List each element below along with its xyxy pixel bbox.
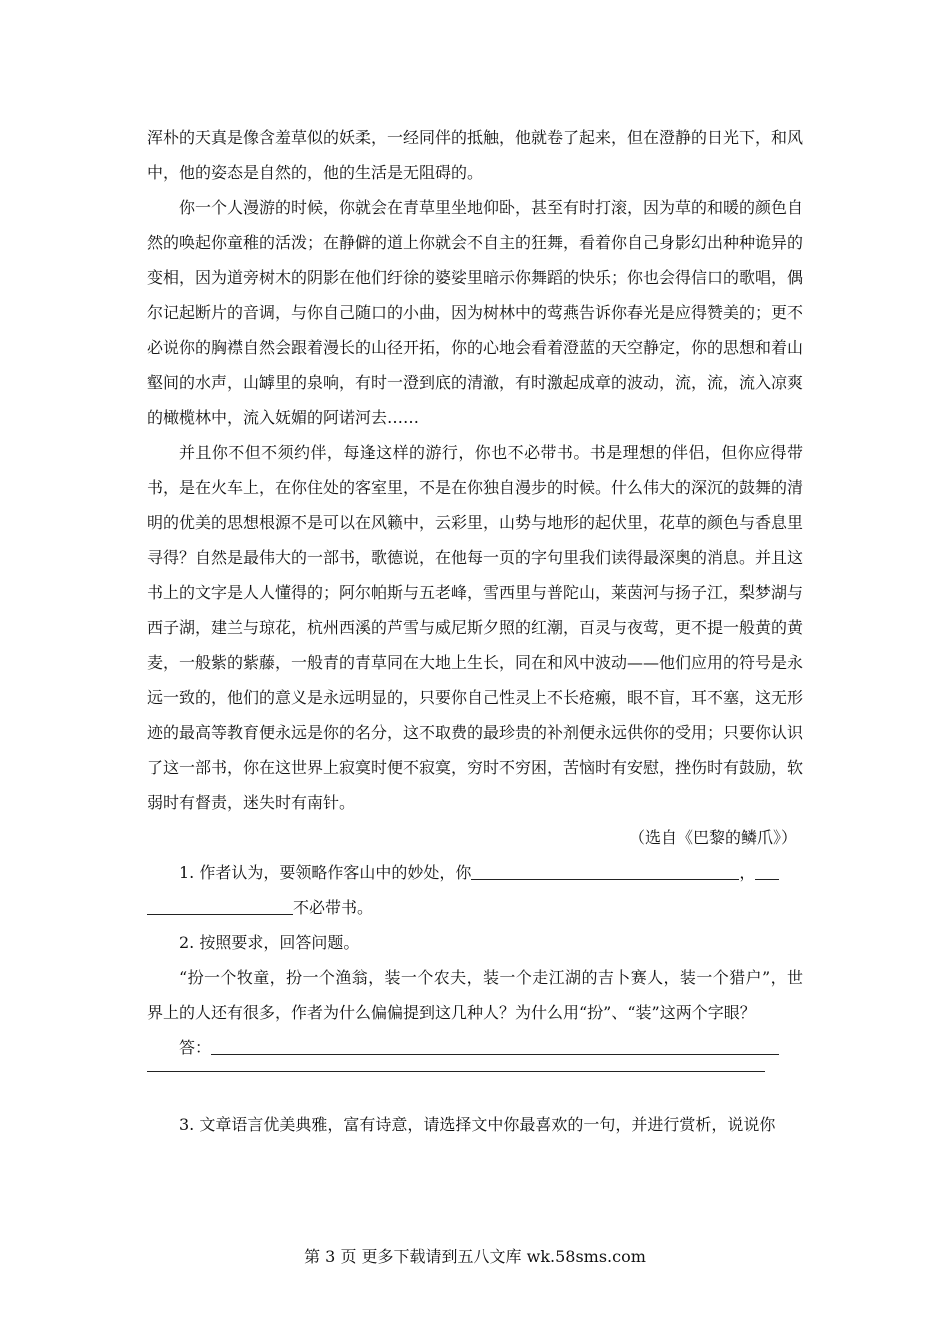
question-3-text: 3. 文章语言优美典雅，富有诗意，请选择文中你最喜欢的一句，并进行赏析，说说你 bbox=[179, 1115, 776, 1134]
question-2-answer bbox=[147, 1030, 803, 1065]
answer-blank-1[interactable] bbox=[471, 861, 739, 880]
source-citation: （选自《巴黎的鳞爪》） bbox=[628, 828, 797, 847]
answer-label: 答： bbox=[179, 1038, 212, 1057]
paragraph-3: 并且你不但不须约伴，每逢这样的游行，你也不必带书。书是理想的伴侣，但你应得带书，是在火车上，在你住处的客室里，不是在你独自漫步的时候。什么伟大的深沉的鼓舞的清明的优美的思想根源不是可以在风籁中，云彩里，山势与地形的起伏里，花草的颜色与香息里寻得？自然是最伟大的一部书，歌德说，在他每一页的字句里我们读得最深奥的消息。并且这书上的文字是人人懂得的；阿尔帕斯与五老峰，雪西里与普陀山，莱茵河与扬子江，梨梦湖与西子湖，建兰与琼花，杭州西溪的芦雪与威尼斯夕照的红潮，百灵与夜莺，更不提一般黄的黄麦，一般紫的紫藤，一般青的青草同在大地上生长，同在和风中波动——他们应用的符号是永远一致的，他们的意义是永远明显的，只要你自己性灵上不长疮瘢，眼不盲，耳不塞，这无形迹的最高等教育便永远是你的名分，这不取费的最珍贵的补剂便永远供你的受用；只要你认识了这一部书，你在这世界上寂寞时便不寂寞，穷时不穷困，苦恼时有安慰，挫伤时有鼓励，软弱时有督责，迷失时有南针。 bbox=[147, 443, 804, 812]
question-1 bbox=[147, 855, 803, 890]
question-1-comma: ， bbox=[739, 863, 756, 882]
page-content bbox=[147, 120, 803, 1142]
question-2-title: 2. 按照要求，回答问题。 bbox=[179, 933, 360, 952]
paragraph-1: 浑朴的天真是像含羞草似的妖柔，一经同伴的抵触，他就卷了起来，但在澄静的日光下，和风中，他的姿态是自然的，他的生活是无阻碍的。 bbox=[147, 128, 804, 182]
question-1-text: 1. 作者认为，要领略作客山中的妙处，你 bbox=[179, 863, 472, 882]
answer-line-2[interactable] bbox=[147, 1071, 765, 1072]
answer-blank-2-end[interactable] bbox=[147, 896, 293, 915]
answer-line-2-wrap bbox=[147, 1071, 803, 1091]
question-1-continued bbox=[147, 890, 803, 925]
paragraph-2: 你一个人漫游的时候，你就会在青草里坐地仰卧，甚至有时打滚，因为草的和暖的颜色自然的唤起你童稚的活泼；在静僻的道上你就会不自主的狂舞，看着你自己身影幻出种种诡异的变相，因为道旁树木的阴影在他们纡徐的婆娑里暗示你舞蹈的快乐；你也会得信口的歌唱，偶尔记起断片的音调，与你自己随口的小曲，因为树林中的莺燕告诉你春光是应得赞美的；更不必说你的胸襟自然会跟着漫长的山径开拓，你的心地会看着澄蓝的天空静定，你的思想和着山壑间的水声，山罅里的泉响，有时一澄到底的清澈，有时激起成章的波动，流，流，流入凉爽的橄榄林中，流入妩媚的阿诺河去…… bbox=[147, 198, 804, 427]
question-1-tail: 不必带书。 bbox=[293, 898, 374, 917]
answer-blank-2-start[interactable] bbox=[755, 861, 779, 880]
answer-line-1[interactable] bbox=[211, 1036, 779, 1055]
page-footer: 第 3 页 更多下载请到五八文库 wk.58sms.com bbox=[304, 1247, 646, 1266]
question-2-text: “扮一个牧童，扮一个渔翁，装一个农夫，装一个走江湖的吉卜赛人，装一个猎户”，世界上的人还有很多，作者为什么偏偏提到这几种人？为什么用“扮”、“装”这两个字眼？ bbox=[147, 968, 803, 1022]
